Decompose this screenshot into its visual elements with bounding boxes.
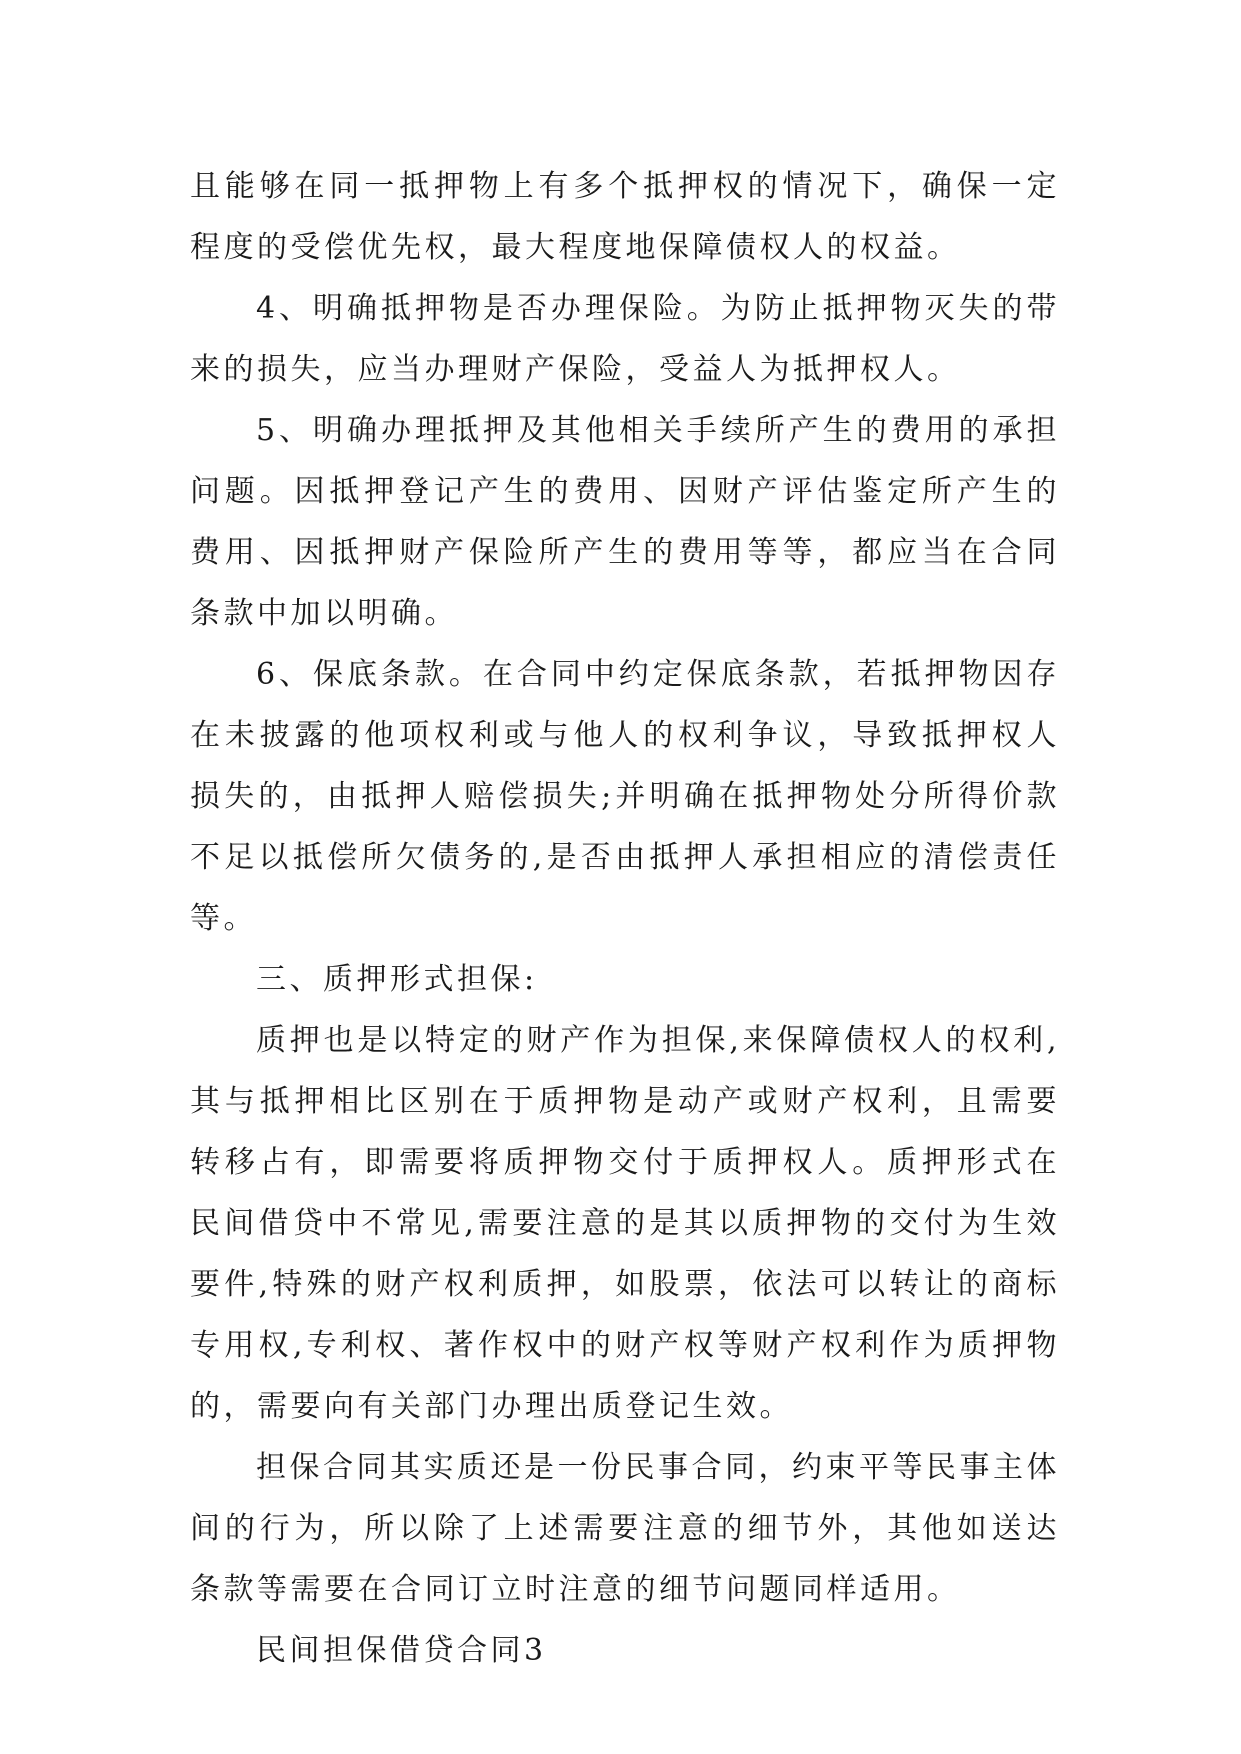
paragraph-item-5: 5、明确办理抵押及其他相关手续所产生的费用的承担问题。因抵押登记产生的费用、因财产评估鉴定所产生的费用、因抵押财产保险所产生的费用等等，都应当在合同条款中加以明确。 [190, 413, 1060, 631]
document-body [190, 156, 1060, 1681]
paragraph-pledge: 质押也是以特定的财产作为担保,来保障债权人的权利,其与抵押相比区别在于质押物是动产或财产权利，且需要转移占有，即需要将质押物交付于质押权人。质押形式在民间借贷中不常见,需要注意的是其以质押物的交付为生效要件,特殊的财产权利质押，如股票，依法可以转让的商标专用权,专利权、著作权中的财产权等财产权利作为质押物的，需要向有关部门办理出质登记生效。 [190, 1023, 1060, 1424]
next-section-title: 民间担保借贷合同3 [256, 1633, 547, 1668]
section-heading-pledge: 三、质押形式担保: [256, 962, 538, 997]
paragraph-continuation: 且能够在同一抵押物上有多个抵押权的情况下，确保一定程度的受偿优先权，最大程度地保障债权人的权益。 [190, 169, 1060, 265]
paragraph-summary: 担保合同其实质还是一份民事合同，约束平等民事主体间的行为，所以除了上述需要注意的细节外，其他如送达条款等需要在合同订立时注意的细节问题同样适用。 [190, 1450, 1060, 1607]
paragraph-item-4: 4、明确抵押物是否办理保险。为防止抵押物灭失的带来的损失，应当办理财产保险，受益人为抵押权人。 [190, 291, 1060, 387]
paragraph-item-6: 6、保底条款。在合同中约定保底条款，若抵押物因存在未披露的他项权利或与他人的权利争议，导致抵押权人损失的，由抵押人赔偿损失;并明确在抵押物处分所得价款不足以抵偿所欠债务的,是否由抵押人承担相应的清偿责任等。 [190, 657, 1060, 936]
